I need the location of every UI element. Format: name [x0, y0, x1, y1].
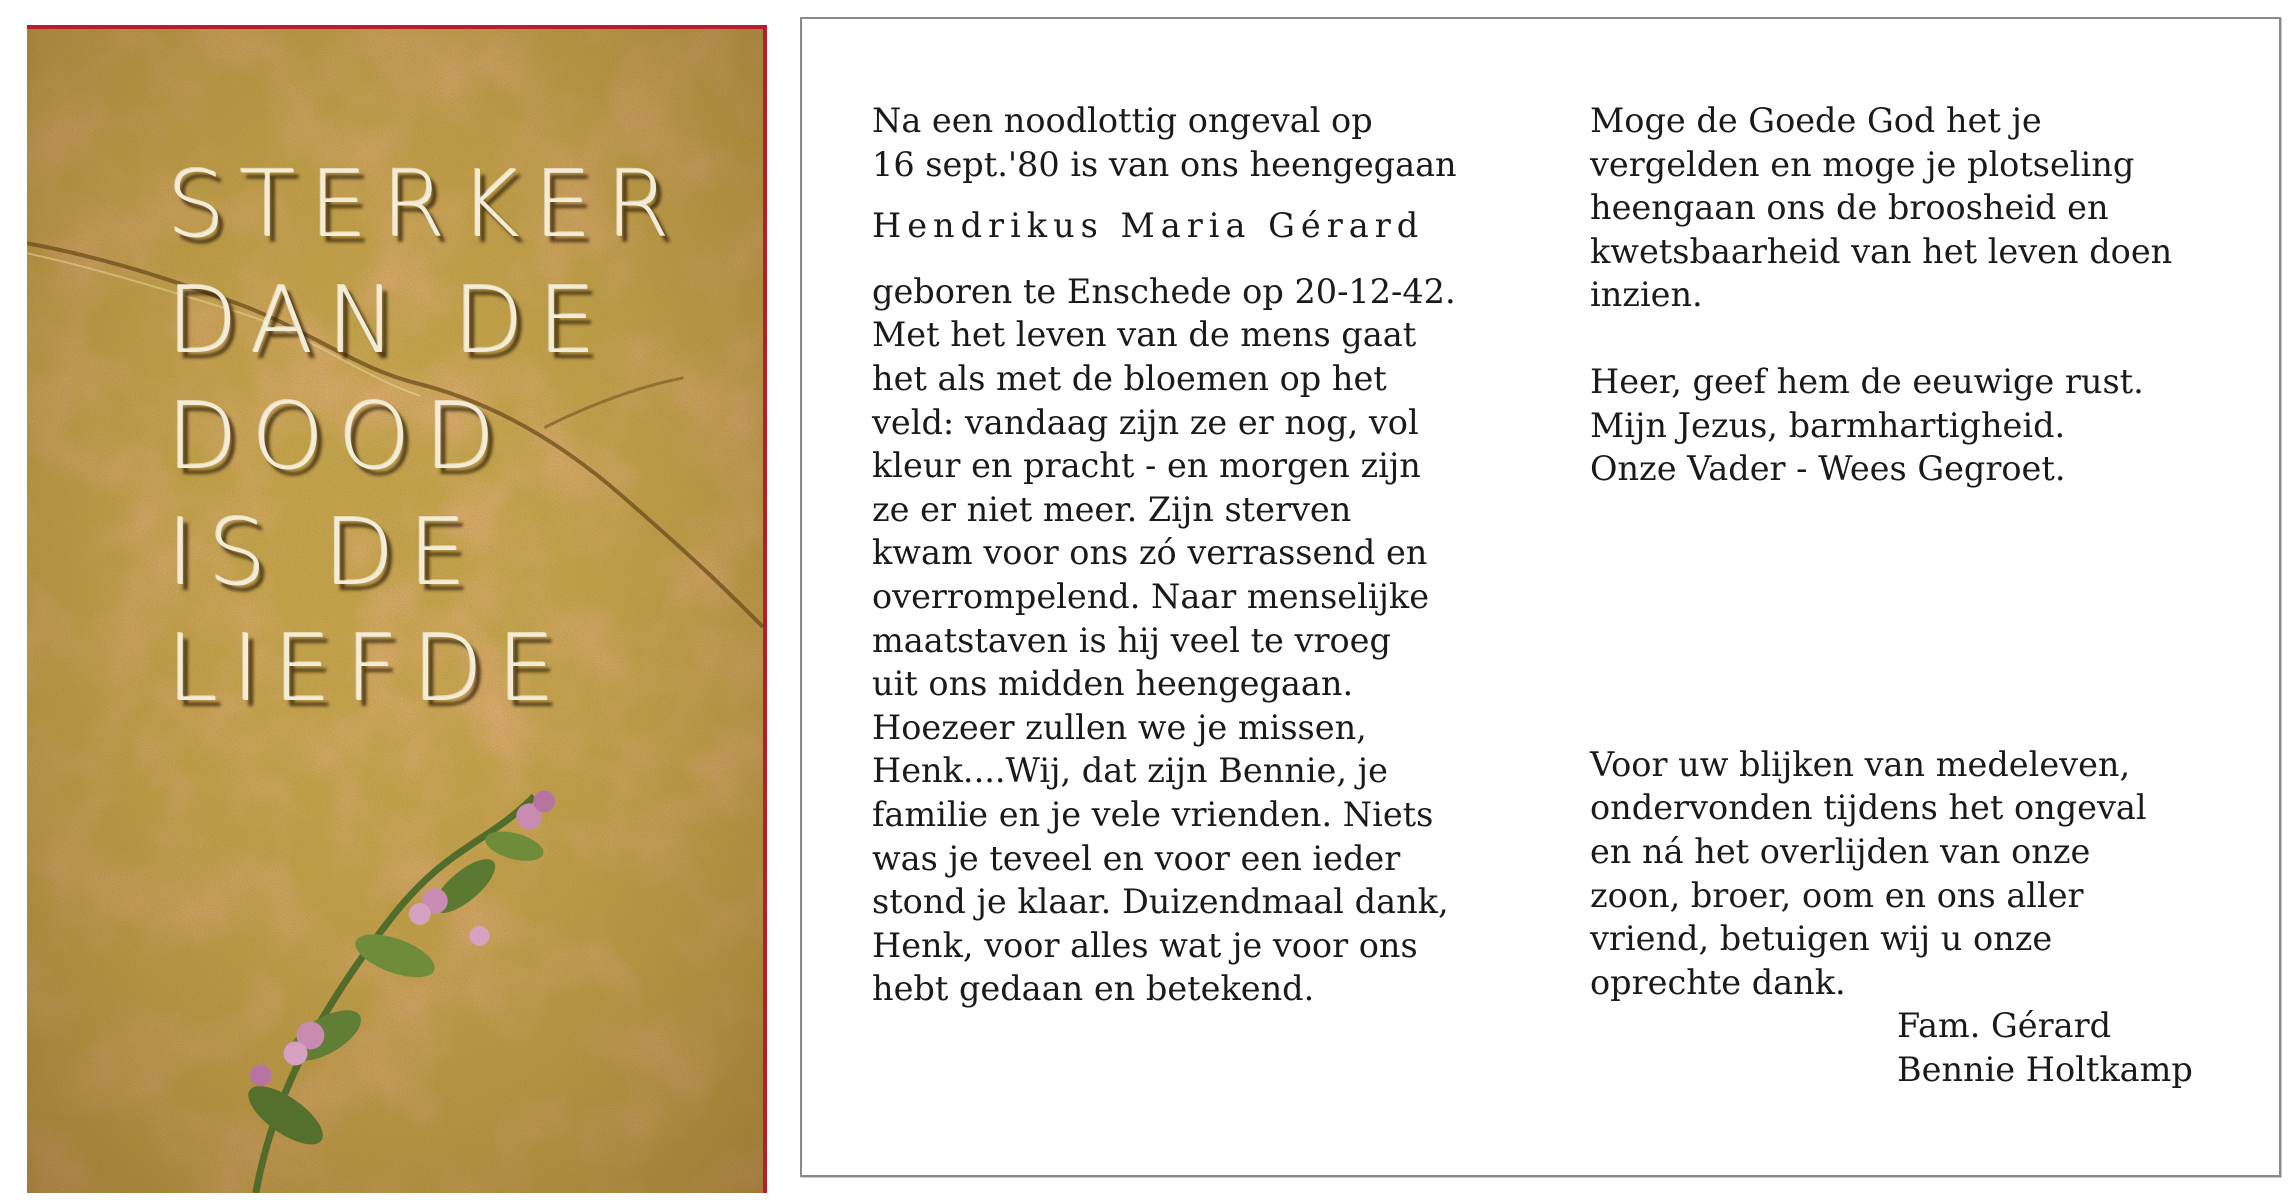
inscription-line: DAN DE: [167, 267, 611, 374]
intro-line: Na een noodlottig ongeval op: [872, 101, 1373, 140]
obituary-line: Henk, voor alles wat je voor ons: [872, 925, 1418, 965]
obituary-line: familie en je vele vrienden. Niets: [872, 794, 1434, 834]
thanks-line: vriend, betuigen wij u onze: [1590, 919, 2053, 959]
obituary-body: [872, 270, 1562, 1011]
obituary-line: was je teveel en voor een ieder: [872, 838, 1401, 878]
obituary-line: kwam voor ons zó verrassend en: [872, 533, 1428, 573]
blessing-line: Moge de Goede God het je: [1590, 101, 2042, 140]
thanks-line: ondervonden tijdens het ongeval: [1590, 788, 2147, 828]
thanks-paragraph: [1590, 743, 2270, 1005]
blessing-paragraph: [1590, 99, 2270, 317]
deceased-name: Hendrikus Maria Gérard: [872, 206, 1425, 246]
inscription-line: STERKER: [167, 151, 685, 258]
blessing-line: heengaan ons de broosheid en: [1590, 188, 2109, 228]
obituary-line: hebt gedaan en betekend.: [872, 969, 1315, 1009]
blessing-line: kwetsbaarheid van het leven doen: [1590, 231, 2173, 271]
thanks-line: zoon, broer, oom en ons aller: [1590, 875, 2084, 915]
intro-line: 16 sept.'80 is van ons heengegaan: [872, 144, 1457, 184]
obituary-line: veld: vandaag zijn ze er nog, vol: [872, 402, 1419, 442]
obituary-line: Met het leven van de mens gaat: [872, 315, 1417, 355]
blessing-line: inzien.: [1590, 275, 1703, 315]
signature-line: Bennie Holtkamp: [1897, 1049, 2193, 1089]
obituary-line: maatstaven is hij veel te vroeg: [872, 620, 1391, 660]
blessing-line: vergelden en moge je plotseling: [1590, 144, 2135, 184]
inscription-line: LIEFDE: [167, 615, 570, 722]
inscription-line: IS DE: [167, 499, 481, 606]
obituary-line: Hoezeer zullen we je missen,: [872, 707, 1367, 747]
obituary-line: stond je klaar. Duizendmaal dank,: [872, 882, 1449, 922]
left-text-column: [872, 99, 1562, 1011]
inscription: [167, 147, 684, 727]
thanks-line: oprechte dank.: [1590, 962, 1846, 1002]
prayer-line: Heer, geef hem de eeuwige rust.: [1590, 361, 2144, 401]
obituary-line: het als met de bloemen op het: [872, 358, 1387, 398]
signature-line: Fam. Gérard: [1897, 1006, 2112, 1046]
prayer-paragraph: [1590, 360, 2270, 491]
thanks-line: en ná het overlijden van onze: [1590, 831, 2091, 871]
inscription-line: DOOD: [167, 383, 510, 490]
memorial-card-front: [27, 25, 767, 1193]
obituary-line: Henk....Wij, dat zijn Bennie, je: [872, 751, 1388, 791]
prayer-line: Mijn Jezus, barmhartigheid.: [1590, 405, 2066, 445]
prayer-line: Onze Vader - Wees Gegroet.: [1590, 449, 2066, 489]
obituary-line: overrompelend. Naar menselijke: [872, 576, 1430, 616]
right-text-column: [1590, 99, 2270, 1092]
obituary-line: uit ons midden heengegaan.: [872, 664, 1354, 704]
obituary-line: kleur en pracht - en morgen zijn: [872, 446, 1421, 486]
memorial-card-back: [800, 17, 2281, 1177]
signature: [1897, 1004, 2270, 1091]
obituary-line: geboren te Enschede op 20-12-42.: [872, 271, 1456, 311]
obituary-line: ze er niet meer. Zijn sterven: [872, 489, 1352, 529]
thanks-line: Voor uw blijken van medeleven,: [1590, 744, 2131, 784]
